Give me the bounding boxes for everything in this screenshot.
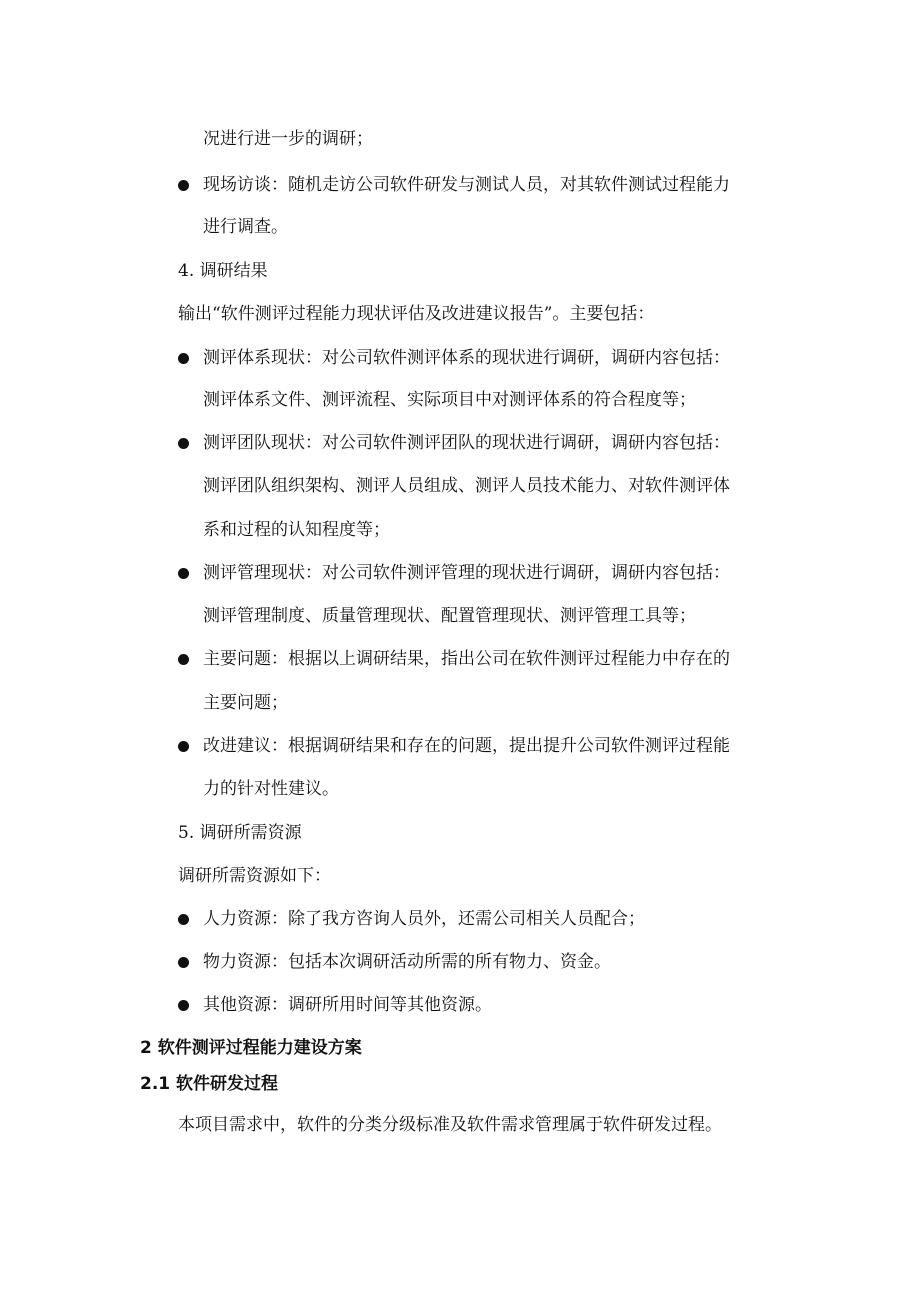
bullet-item-text: 测评管理现状：对公司软件测评管理的现状进行调研，调研内容包括： (203, 563, 730, 583)
bullet-icon (178, 654, 189, 665)
paragraph: 输出“软件测评过程能力现状评估及改进建议报告”。主要包括： (178, 304, 655, 324)
text-line: 测评团队组织架构、测评人员组成、测评人员技术能力、对软件测评体 (203, 476, 730, 496)
bullet-item-text: 现场访谈：随机走访公司软件研发与测试人员，对其软件测试过程能力 (203, 175, 730, 195)
text-line: 主要问题； (203, 693, 288, 713)
section-heading: 5. 调研所需资源 (178, 823, 302, 843)
bullet-item-text: 人力资源：除了我方咨询人员外，还需公司相关人员配合； (203, 909, 645, 929)
bullet-icon (178, 1000, 189, 1011)
bullet-item-text: 改进建议：根据调研结果和存在的问题，提出提升公司软件测评过程能 (203, 736, 730, 756)
text-line: 进行调查。 (203, 217, 288, 237)
bullet-item-text: 物力资源：包括本次调研活动所需的所有物力、资金。 (203, 952, 611, 972)
bullet-icon (178, 957, 189, 968)
chapter-heading: 2 软件测评过程能力建设方案 (140, 1038, 362, 1058)
bullet-icon (178, 568, 189, 579)
paragraph: 调研所需资源如下： (178, 866, 331, 886)
bullet-icon (178, 180, 189, 191)
bullet-item-text: 主要问题：根据以上调研结果，指出公司在软件测评过程能力中存在的 (203, 649, 730, 669)
bullet-item-text: 其他资源：调研所用时间等其他资源。 (203, 995, 492, 1015)
bullet-item-text: 测评体系现状：对公司软件测评体系的现状进行调研，调研内容包括： (203, 348, 730, 368)
subsection-heading: 2.1 软件研发过程 (140, 1074, 279, 1094)
bullet-icon (178, 741, 189, 752)
section-heading: 4. 调研结果 (178, 261, 268, 281)
bullet-icon (178, 914, 189, 925)
text-line: 系和过程的认知程度等； (203, 520, 390, 540)
text-line: 测评管理制度、质量管理现状、配置管理现状、测评管理工具等； (203, 606, 696, 626)
bullet-icon (178, 353, 189, 364)
text-line: 测评体系文件、测评流程、实际项目中对测评体系的符合程度等； (203, 390, 696, 410)
text-line: 力的针对性建议。 (203, 779, 339, 799)
paragraph: 本项目需求中，软件的分类分级标准及软件需求管理属于软件研发过程。 (178, 1115, 722, 1135)
bullet-icon (178, 438, 189, 449)
bullet-item-text: 测评团队现状：对公司软件测评团队的现状进行调研，调研内容包括： (203, 433, 730, 453)
text-line: 况进行进一步的调研； (203, 129, 373, 149)
